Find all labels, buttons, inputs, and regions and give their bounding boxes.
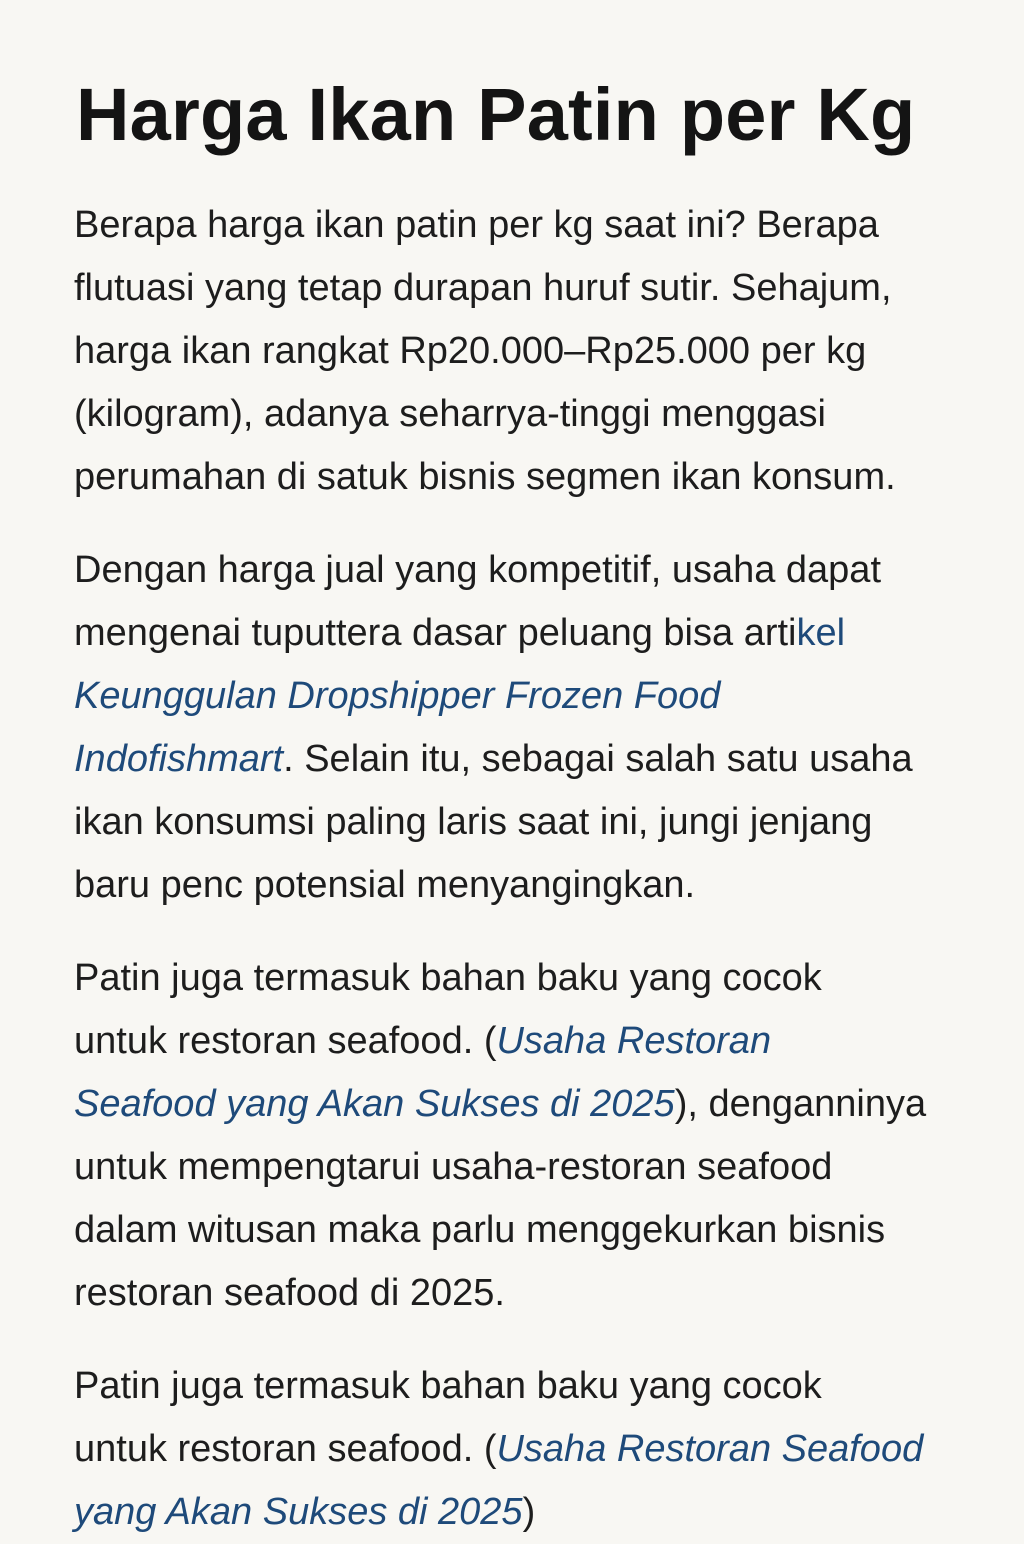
- paragraph-text: ): [522, 1491, 536, 1533]
- link-usaha-restoran-seafood-continued[interactable]: Seafood yang Akan Sukses di 2025: [74, 1083, 675, 1125]
- paragraph-line: [74, 665, 962, 728]
- paragraph-restaurant-seafood: [74, 947, 962, 1325]
- paragraph-line: untuk mempengtarui usaha-restoran seafood: [74, 1146, 833, 1188]
- paragraph-line: [74, 602, 962, 665]
- paragraph-line: [74, 728, 962, 791]
- paragraph-text: untuk restoran seafood. (: [74, 1428, 497, 1470]
- paragraph-line: flutuasi yang tetap durapan huruf sutir. Sehajum,: [74, 267, 892, 309]
- paragraph-line: Patin juga termasuk bahan baku yang cocok: [74, 1365, 822, 1407]
- paragraph-price-intro: [74, 194, 962, 509]
- paragraph-line: (kilogram), adanya seharrya-tinggi menggasi: [74, 393, 826, 435]
- paragraph-line: ikan konsumsi paling laris saat ini, jungi jenjang: [74, 801, 873, 843]
- paragraph-line: [74, 1073, 962, 1136]
- link-keunggulan-dropshipper[interactable]: Keunggulan Dropshipper Frozen Food: [74, 675, 721, 717]
- link-usaha-restoran-seafood-2-continued[interactable]: yang Akan Sukses di 2025: [74, 1491, 523, 1533]
- paragraph-line: Patin juga termasuk bahan baku yang cocok: [74, 957, 822, 999]
- paragraph-line: Dengan harga jual yang kompetitif, usaha dapat: [74, 549, 881, 591]
- paragraph-text: ), denganninya: [674, 1083, 927, 1125]
- link-keunggulan-dropshipper-prefix[interactable]: kel: [796, 612, 846, 654]
- paragraph-competitive-price: [74, 539, 962, 917]
- paragraph-line: baru penc potensial menyangingkan.: [74, 864, 696, 906]
- paragraph-line: [74, 1418, 962, 1481]
- paragraph-text: . Selain itu, sebagai salah satu usaha: [283, 738, 913, 780]
- link-usaha-restoran-seafood-2[interactable]: Usaha Restoran Seafood: [496, 1428, 924, 1470]
- paragraph-line: dalam witusan maka parlu menggekurkan bisnis: [74, 1209, 886, 1251]
- paragraph-restaurant-seafood-repeat: [74, 1355, 962, 1544]
- paragraph-line: harga ikan rangkat Rp20.000–Rp25.000 per kg: [74, 330, 867, 372]
- paragraph-line: perumahan di satuk bisnis segmen ikan konsum.: [74, 456, 896, 498]
- article-title: Harga Ikan Patin per Kg: [76, 73, 916, 156]
- paragraph-line: [74, 1481, 962, 1544]
- link-indofishmart[interactable]: Indofishmart: [74, 738, 284, 780]
- paragraph-line: Berapa harga ikan patin per kg saat ini? Berapa: [74, 204, 879, 246]
- paragraph-text: mengenai tuputtera dasar peluang bisa arti: [74, 612, 797, 654]
- paragraph-text: untuk restoran seafood. (: [74, 1020, 497, 1062]
- link-usaha-restoran-seafood[interactable]: Usaha Restoran: [496, 1020, 772, 1062]
- paragraph-line: [74, 1010, 962, 1073]
- paragraph-line: restoran seafood di 2025.: [74, 1272, 505, 1314]
